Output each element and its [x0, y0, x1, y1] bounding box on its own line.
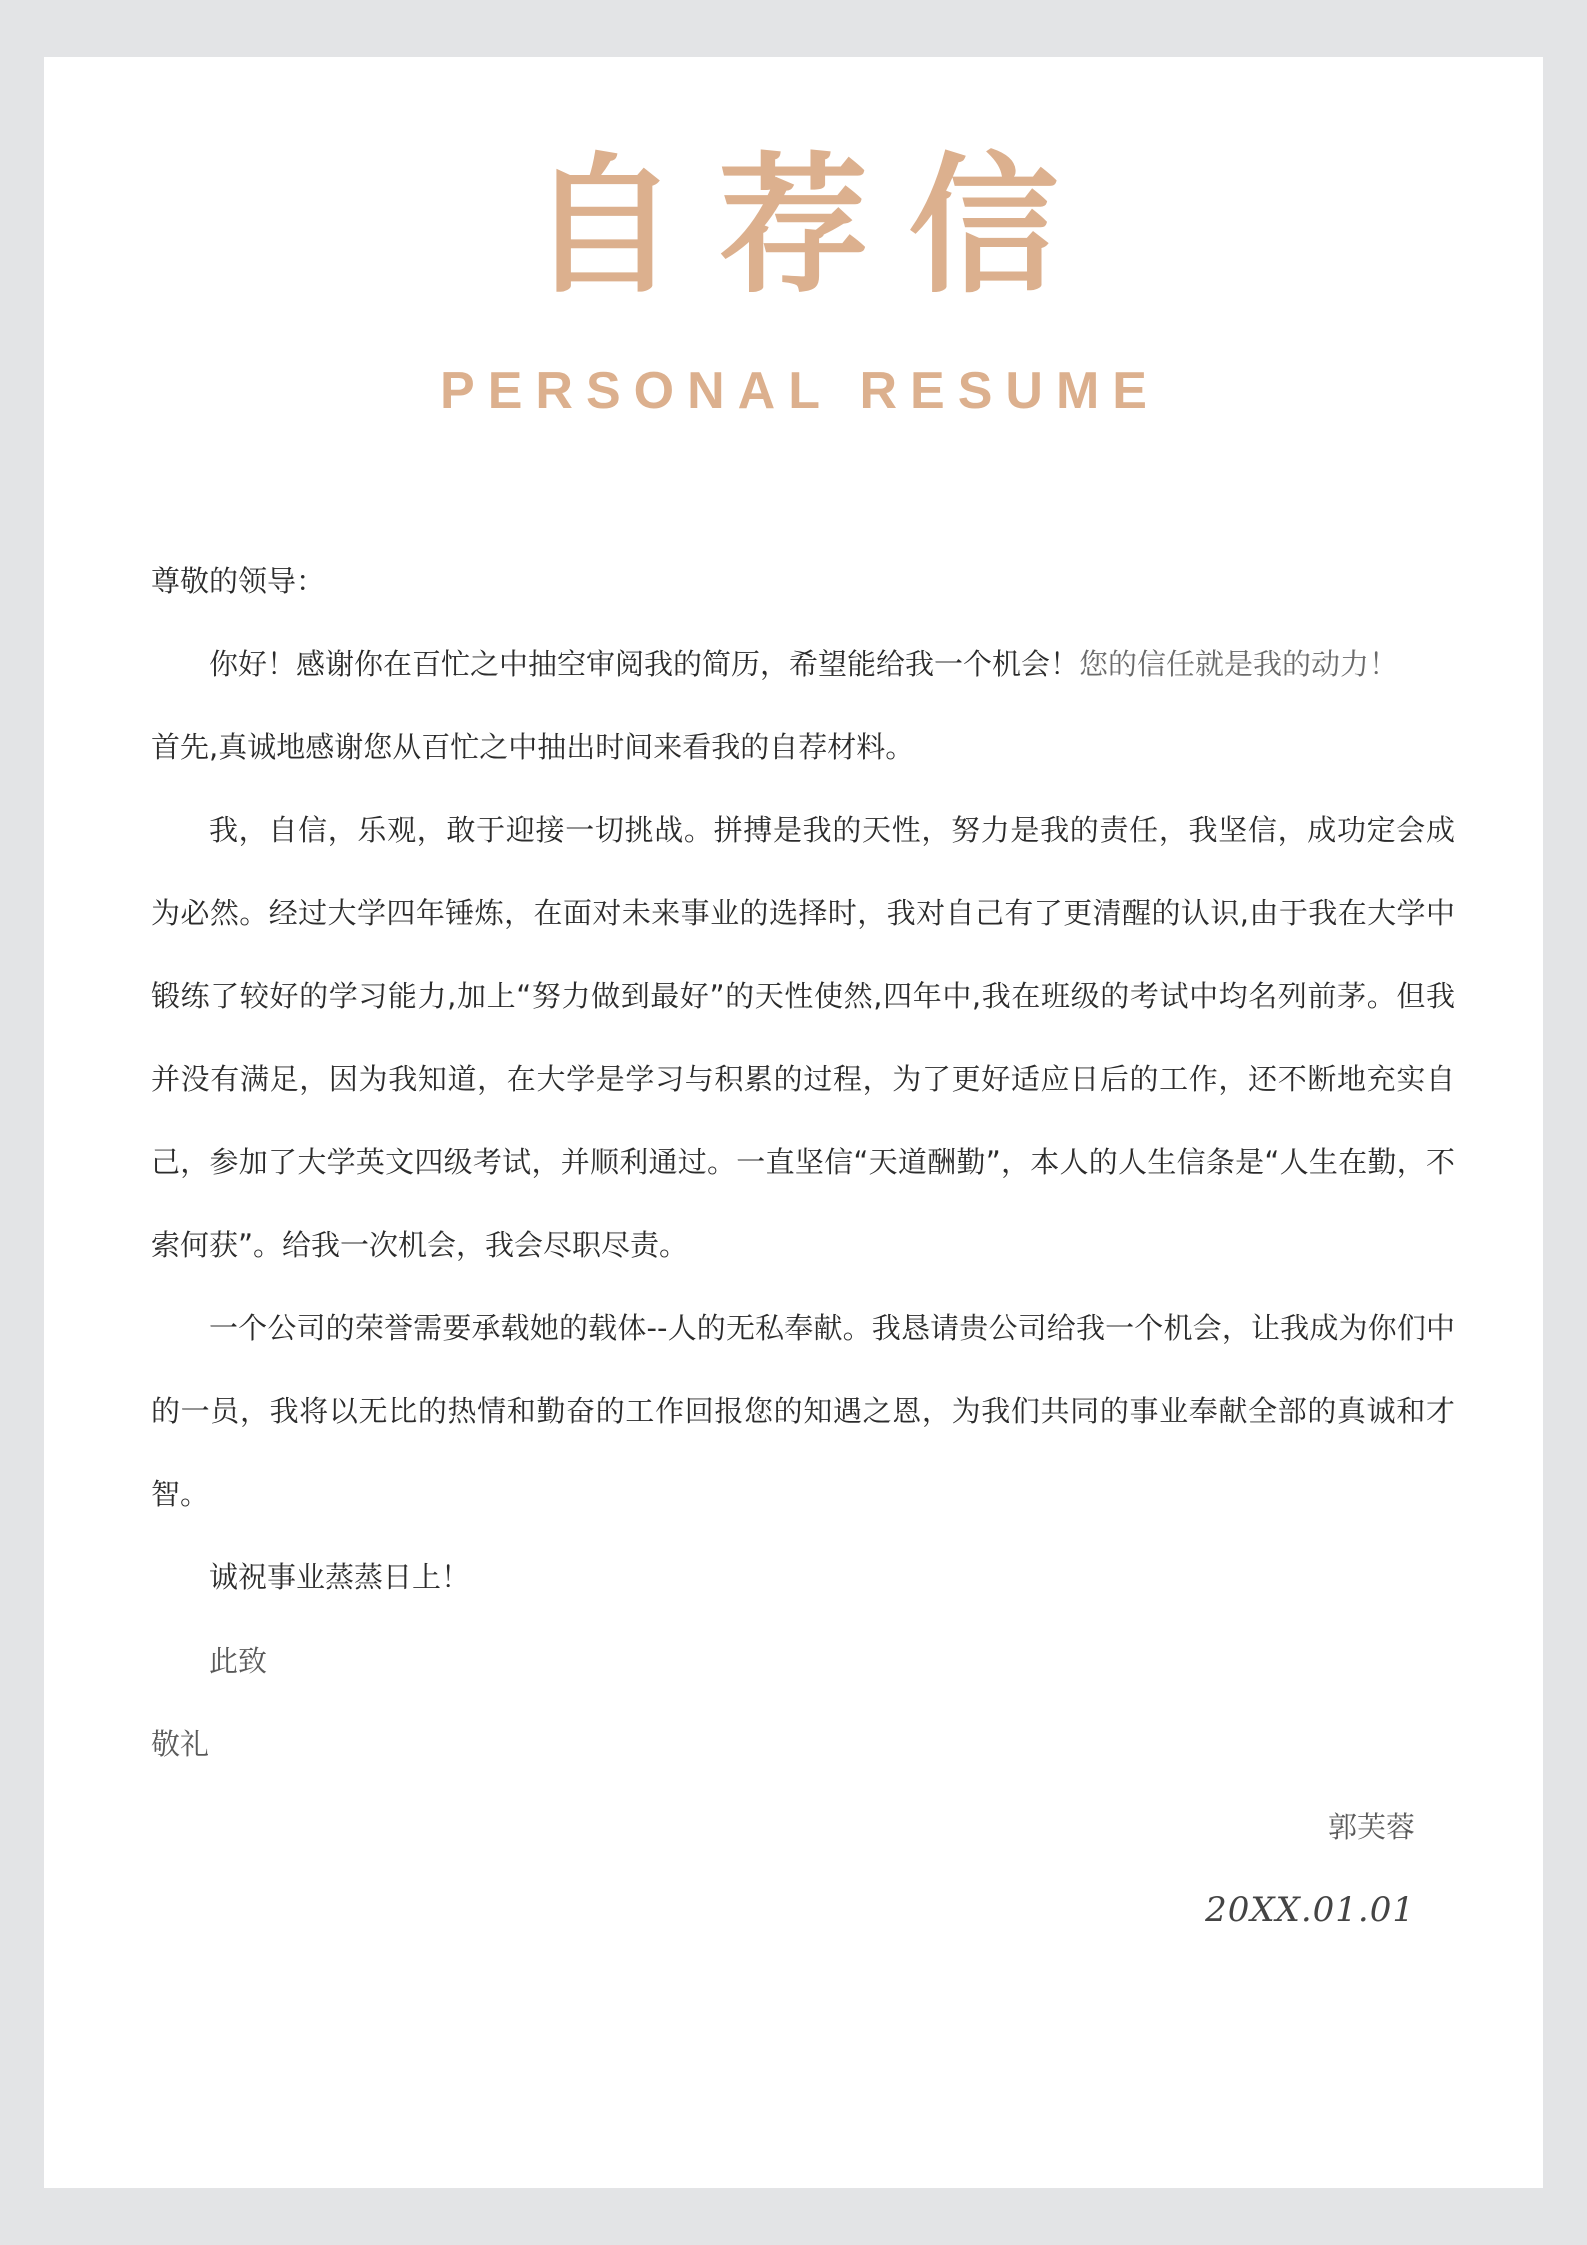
letter-page: [44, 57, 1543, 2188]
page-title: 自荐信: [528, 140, 1099, 314]
paragraph-1-highlight: 您的信任就是我的动力！: [1079, 647, 1399, 681]
closing-jingli: 敬礼: [151, 1727, 210, 1761]
letter-date: 20XX.01.01: [1205, 1890, 1415, 1930]
closing-cizhi: 此致: [209, 1644, 268, 1678]
letter-greeting: 尊敬的领导：: [151, 564, 326, 598]
paragraph-1-end: 首先,真诚地感谢您从百忙之中抽出时间来看我的自荐材料。: [151, 730, 915, 764]
letter-body: [151, 623, 1455, 1619]
paragraph-1-main: 你好！感谢你在百忙之中抽空审阅我的简历，希望能给我一个机会！: [209, 647, 1080, 681]
signer-name: 郭芙蓉: [1327, 1810, 1415, 1844]
paragraph-4: 诚祝事业蒸蒸日上！: [209, 1560, 471, 1594]
paragraph-1: [151, 623, 1455, 789]
page-subtitle: PERSONAL RESUME: [440, 362, 1160, 420]
paragraph-2: 我，自信，乐观，敢于迎接一切挑战。拼搏是我的天性，努力是我的责任，我坚信，成功定会成为必然。经过大学四年锤炼，在面对未来事业的选择时，我对自己有了更清醒的认识,由于我在大学中锻练了较好的学习能力,加上“努力做到最好”的天性使然,四年中,我在班级的考试中均名列前茅。但我并没有满足，因为我知道，在大学是学习与积累的过程，为了更好适应日后的工作，还不断地充实自己，参加了大学英文四级考试，并顺利通过。一直坚信“天道酬勤”，本人的人生信条是“人生在勤，不索何获”。给我一次机会，我会尽职尽责。: [151, 813, 1455, 1262]
paragraph-3: 一个公司的荣誉需要承载她的载体--人的无私奉献。我恳请贵公司给我一个机会，让我成为你们中的一员，我将以无比的热情和勤奋的工作回报您的知遇之恩，为我们共同的事业奉献全部的真诚和才智。: [151, 1311, 1455, 1511]
